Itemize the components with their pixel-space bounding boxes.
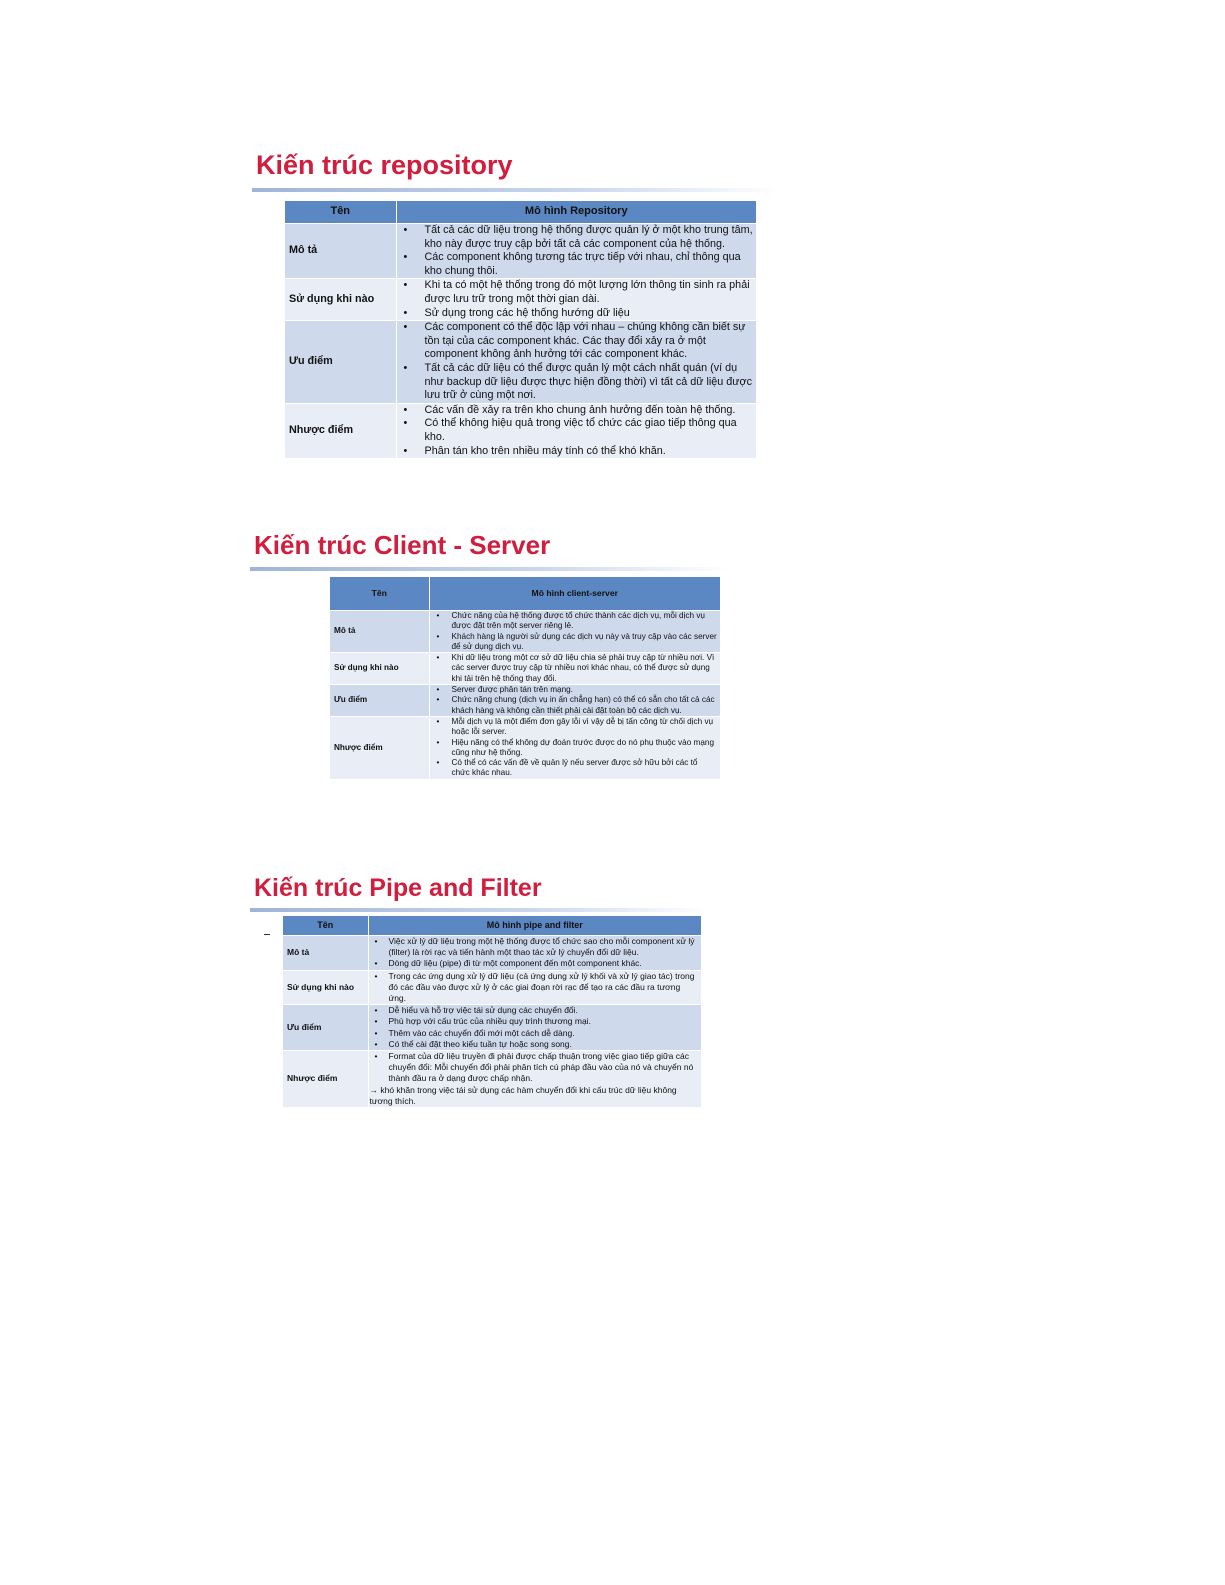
table-row	[285, 279, 757, 321]
column-header-name: Tên	[285, 201, 396, 224]
column-header-model: Mô hình pipe and filter	[368, 916, 702, 936]
section-title: Kiến trúc repository	[256, 150, 513, 180]
row-label: Mô tả	[283, 936, 368, 971]
list-item: • Chức năng chung (dịch vụ in ấn chẳng hạn) có thể có sẵn cho tất cả các khách hàng và không cần thiết phải cài đặt toàn bộ các dịch vụ.	[452, 695, 718, 716]
row-label: Ưu điểm	[285, 321, 396, 404]
row-content	[429, 653, 721, 685]
list-item: • Trong các ứng dụng xử lý dữ liệu (cả ứng dụng xử lý khối và xử lý giao tác) trong đó các đầu vào được xử lý ở các giai đoạn rời rạc để tạo ra các đầu ra tương ứng.	[389, 971, 699, 1005]
list-item: • Tất cả các dữ liệu trong hệ thống được quản lý ở một kho trung tâm, kho này được truy cập bởi tất cả các component của hệ thống.	[425, 224, 754, 251]
pipe-filter-table	[283, 916, 702, 1108]
section-title: Kiến trúc Client - Server	[254, 530, 551, 560]
list-item: • Các component có thể độc lập với nhau – chúng không cần biết sự tồn tại của các component khác. Các thay đổi xảy ra ở một component không ảnh hưởng tới các component khác.	[425, 321, 754, 362]
repository-table	[285, 201, 757, 459]
list-item: • Hiệu năng có thể không dự đoán trước được do nó phụ thuộc vào mạng cũng như hệ thống.	[452, 738, 718, 759]
column-header-name: Tên	[330, 577, 429, 611]
title-underline	[252, 188, 782, 192]
list-item: • Format của dữ liệu truyền đi phải được chấp thuận trong việc giao tiếp giữa các chuyển đổi: Mỗi chuyển đổi phải phân tích cú pháp đầu vào của nó và chuyển nó thành đầu ra ở dạng được chấp nhận.	[389, 1051, 699, 1085]
stray-mark	[264, 934, 270, 935]
row-label: Ưu điểm	[330, 685, 429, 717]
table-row	[330, 716, 721, 779]
row-content	[396, 279, 757, 321]
row-label: Sử dụng khi nào	[285, 279, 396, 321]
list-item: • Mỗi dịch vụ là một điểm đơn gây lỗi vì vậy dễ bị tấn công từ chối dịch vụ hoặc lỗi server.	[452, 717, 718, 738]
list-item: • Khi dữ liệu trong một cơ sở dữ liệu chia sẻ phải truy cập từ nhiều nơi. Vì các server được truy cập từ nhiều nơi khác nhau, có thể được sử dụng khi tải trên hệ thống thay đổi.	[452, 653, 718, 684]
list-item: • Tất cả các dữ liệu có thể được quản lý một cách nhất quán (ví dụ như backup dữ liệu được thực hiện đồng thời) vì tất cả dữ liệu được lưu trữ ở cùng một nơi.	[425, 362, 754, 403]
list-item: • Có thể không hiệu quả trong việc tổ chức các giao tiếp thông qua kho.	[425, 417, 754, 444]
list-item: • Dễ hiểu và hỗ trợ việc tái sử dụng các chuyển đổi.	[389, 1005, 699, 1016]
row-content	[368, 1051, 702, 1108]
row-content	[368, 936, 702, 971]
row-label: Mô tả	[330, 611, 429, 653]
row-content	[429, 685, 721, 717]
list-item: • Các vấn đề xảy ra trên kho chung ảnh hưởng đến toàn hệ thống.	[425, 404, 754, 418]
list-item: • Chức năng của hệ thống được tổ chức thành các dịch vụ, mỗi dịch vụ được đặt trên một server riêng lẻ.	[452, 611, 718, 632]
list-item: • Phù hợp với cấu trúc của nhiều quy trình thương mại.	[389, 1016, 699, 1027]
row-label: Nhược điểm	[285, 403, 396, 458]
table-row	[283, 936, 702, 971]
list-item: • Sử dụng trong các hệ thống hướng dữ liệu	[425, 307, 754, 321]
list-item: • Có thể có các vấn đề về quản lý nếu server được sở hữu bởi các tổ chức khác nhau.	[452, 758, 718, 779]
list-item: • Khách hàng là người sử dụng các dịch vụ này và truy cập vào các server để sử dụng dịch vụ.	[452, 632, 718, 653]
table-row	[285, 321, 757, 404]
title-underline	[250, 908, 710, 912]
table-row	[283, 970, 702, 1005]
list-item: • Việc xử lý dữ liệu trong một hệ thống được tổ chức sao cho mỗi component xử lý (filter) là rời rạc và tiến hành một thao tác xử lý chuyển đổi dữ liệu.	[389, 936, 699, 958]
row-label: Nhược điểm	[283, 1051, 368, 1108]
list-item: • Server được phân tán trên mạng.	[452, 685, 718, 695]
row-label: Sử dụng khi nào	[283, 970, 368, 1005]
list-item: • Dòng dữ liệu (pipe) đi từ một component đến một component khác.	[389, 958, 699, 969]
row-label: Mô tả	[285, 224, 396, 279]
row-note: → khó khăn trong việc tái sử dụng các hàm chuyển đổi khi cấu trúc dữ liệu không tương thích.	[369, 1084, 677, 1106]
table-row	[283, 1051, 702, 1108]
list-item: • Có thể cài đặt theo kiểu tuần tự hoặc song song.	[389, 1039, 699, 1050]
row-label: Nhược điểm	[330, 716, 429, 779]
table-row	[330, 685, 721, 717]
row-content	[368, 1005, 702, 1051]
column-header-name: Tên	[283, 916, 368, 936]
section-title: Kiến trúc Pipe and Filter	[254, 874, 542, 902]
row-label: Ưu điểm	[283, 1005, 368, 1051]
list-item: • Thêm vào các chuyển đổi mới một cách dễ dàng.	[389, 1028, 699, 1039]
table-row	[285, 403, 757, 458]
list-item: • Các component không tương tác trực tiếp với nhau, chỉ thông qua kho chung thôi.	[425, 251, 754, 278]
table-row	[283, 1005, 702, 1051]
row-content	[429, 716, 721, 779]
row-content	[429, 611, 721, 653]
row-label: Sử dụng khi nào	[330, 653, 429, 685]
row-content	[396, 321, 757, 404]
row-content	[396, 224, 757, 279]
table-row	[330, 611, 721, 653]
row-content	[368, 970, 702, 1005]
table-row	[285, 224, 757, 279]
client-server-table	[330, 577, 721, 780]
column-header-model: Mô hình Repository	[396, 201, 757, 224]
column-header-model: Mô hình client-server	[429, 577, 721, 611]
table-row	[330, 653, 721, 685]
list-item: • Khi ta có một hệ thống trong đó một lượng lớn thông tin sinh ra phải được lưu trữ trong một thời gian dài.	[425, 279, 754, 306]
list-item: • Phân tán kho trên nhiều máy tính có thể khó khăn.	[425, 445, 754, 459]
title-underline	[250, 567, 730, 571]
row-content	[396, 403, 757, 458]
